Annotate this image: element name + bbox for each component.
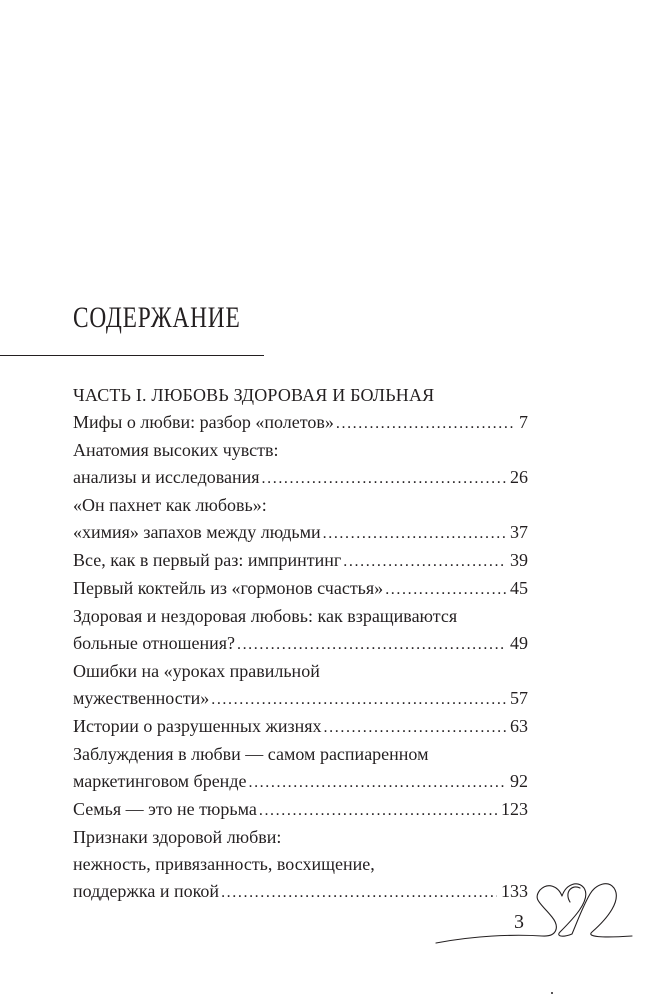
- toc-entry-title: Мифы о любви: разбор «полетов»: [73, 412, 334, 432]
- toc-entry-title: маркетинговом бренде: [73, 771, 247, 791]
- dot-leader: [343, 548, 506, 575]
- page-title: СОДЕРЖАНИЕ: [73, 301, 241, 334]
- toc-page-number: 39: [510, 550, 528, 570]
- toc-entry-title: Заблуждения в любви — самом распиаренном: [73, 744, 429, 764]
- toc-entry[interactable]: [73, 713, 528, 741]
- toc-page-number: 92: [510, 771, 528, 791]
- toc-entry-title: Истории о разрушенных жизнях: [73, 716, 322, 736]
- toc-entry-title: поддержка и покой: [73, 881, 220, 901]
- toc-entry[interactable]: [73, 575, 528, 603]
- toc-entry-title: мужественности»: [73, 688, 210, 708]
- toc-page-number: 45: [510, 578, 528, 598]
- toc-page-number: 7: [519, 412, 528, 432]
- dot-leader: [211, 686, 506, 713]
- toc-entry-title: Ошибки на «уроках правильной: [73, 661, 320, 681]
- dot-leader: [324, 714, 506, 741]
- dot-leader: [323, 520, 506, 547]
- toc-entry[interactable]: [73, 796, 528, 824]
- toc-page-number: 49: [510, 633, 528, 653]
- toc-page-number: 63: [510, 716, 528, 736]
- print-speck: [551, 992, 553, 994]
- toc-entry-title: нежность, привязанность, восхищение,: [73, 854, 375, 874]
- title-underline: [0, 355, 264, 356]
- toc-entry-title: Семья — это не тюрьма: [73, 799, 257, 819]
- dot-leader: [262, 465, 506, 492]
- toc-entry-title: Все, как в первый раз: импринтинг: [73, 550, 342, 570]
- toc-entry[interactable]: [73, 741, 528, 796]
- toc-page-number: 37: [510, 522, 528, 542]
- toc-entry-title: «химия» запахов между людьми: [73, 522, 321, 542]
- toc-page-number: 133: [501, 881, 528, 901]
- toc-page-number: 57: [510, 688, 528, 708]
- page-number: 3: [514, 911, 524, 933]
- toc-entry[interactable]: [73, 603, 528, 658]
- dot-leader: [237, 631, 506, 658]
- toc-entry-title: Первый коктейль из «гормонов счастья»: [73, 578, 384, 598]
- toc-entry-title: Признаки здоровой любви:: [73, 827, 282, 847]
- toc-entry-title: Анатомия высоких чувств:: [73, 440, 279, 460]
- double-heart-line-icon: [432, 872, 637, 950]
- toc-entry-title: Здоровая и нездоровая любовь: как взращиваются: [73, 606, 458, 626]
- toc-page-number: 26: [510, 467, 528, 487]
- toc-entry-title: анализы и исследования: [73, 467, 260, 487]
- table-of-contents: [73, 382, 528, 906]
- dot-leader: [259, 797, 497, 824]
- toc-entry[interactable]: [73, 409, 528, 437]
- dot-leader: [336, 410, 515, 437]
- dot-leader: [248, 769, 506, 796]
- toc-entry[interactable]: [73, 547, 528, 575]
- toc-entry[interactable]: [73, 658, 528, 713]
- toc-entry-title: «Он пахнет как любовь»:: [73, 495, 267, 515]
- dot-leader: [385, 576, 506, 603]
- toc-entry-title: больные отношения?: [73, 633, 235, 653]
- part-title: ЧАСТЬ I. ЛЮБОВЬ ЗДОРОВАЯ И БОЛЬНАЯ: [73, 385, 435, 405]
- toc-page-number: 123: [501, 799, 528, 819]
- toc-entry[interactable]: [73, 492, 528, 547]
- toc-entry[interactable]: [73, 437, 528, 492]
